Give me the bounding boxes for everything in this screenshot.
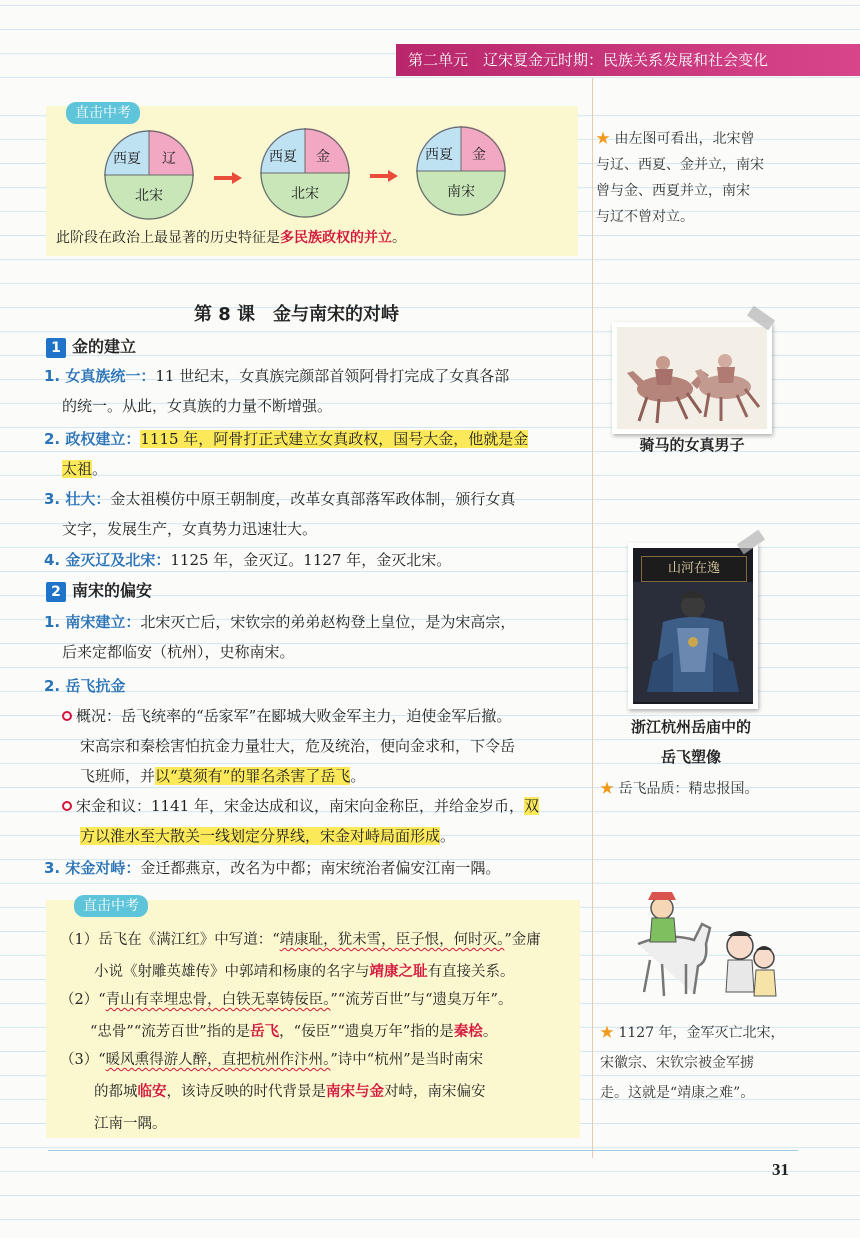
caption-line: 浙江杭州岳庙中的 [630,718,751,736]
q-text: ”金庸 [504,932,541,948]
conclusion-key: 多民族政权的并立 [280,230,392,246]
item-text: 概况：岳飞统率的“岳家军”在郾城大败金军主力，迫使金军后撤。 [76,707,512,725]
item-text: 宋金和议：1141 年，宋金达成和议，南宋向金称臣，并给金岁币， [76,797,524,815]
item-text: 。 [92,460,108,478]
yuefei-overview [62,704,515,788]
section-title: 南宋的偏安 [72,581,153,600]
bullet-icon [62,801,72,811]
item-label: 3. 宋金对峙： [44,859,141,877]
diagram-label: 南宋 [447,184,475,200]
item-text: 。 [350,767,366,785]
note-line: 曾与金、西夏并立，南宋 [596,183,750,199]
item-label: 2. 政权建立： [44,430,141,448]
note-line: 与辽、西夏、金并立，南宋 [596,157,764,173]
side-note-yuefei-quality [600,776,758,802]
item-label: 1. 南宋建立： [44,613,141,631]
item-text: 飞班师，并 [80,767,156,785]
q-text: “忠骨”“流芳百世”指的是 [90,1024,251,1040]
note-line: 与辽不曾对立。 [596,209,694,225]
diagram-label: 辽 [162,151,176,167]
q-text: 的都城 [94,1084,138,1100]
item-text: 北宋灭亡后，宋钦宗的弟弟赵构登上皇位，是为宋高宗， [140,613,516,631]
item-label: 2. 岳飞抗金 [44,677,126,695]
q-quote: 靖康耻，犹未雪，臣子恨，何时灭。 [279,932,505,948]
section-title: 金的建立 [72,337,137,356]
caption-line: 岳飞塑像 [660,748,721,766]
item-text: 。 [440,827,456,845]
q-text: （3）“ [60,1052,106,1068]
q-answer: 秦桧 [453,1023,483,1040]
note-line: 由左图可看出，北宋曾 [614,131,755,147]
diagram-label: 北宋 [291,186,319,202]
diagram-label: 西夏 [113,151,141,167]
exam-badge: 直击中考 [74,895,148,917]
photo-jurchen-riders [612,322,772,434]
q-answer: 临安 [137,1083,167,1100]
item-text-highlight: 方以淮水至大散关一线划定分界线，宋金对峙局面形成 [80,827,441,845]
bullet-icon [62,711,72,721]
margin-line [592,78,593,1158]
item-label: 4. 金灭辽及北宋： [44,551,171,569]
q-answer: 南宋与金 [326,1083,384,1100]
item-text-highlight: 以“莫须有”的罪名杀害了岳飞 [155,767,351,785]
item-text: 的统一。从此，女真族的力量不断增强。 [62,397,333,415]
page-number: 31 [772,1160,789,1179]
q-quote: 暖风熏得游人醉，直把杭州作汴州。 [105,1052,331,1068]
caption-statue [606,712,776,772]
q-text: ”诗中“杭州”是当时南宋 [330,1052,484,1068]
diagram-label: 金 [316,149,330,165]
side-note-jingkang [600,1018,785,1108]
unit-banner: 第二单元 辽宋夏金元时期：民族关系发展和社会变化 [396,44,860,76]
section-number: 2 [46,582,66,602]
item-text: 后来定都临安（杭州），史称南宋。 [62,643,295,661]
star-icon: ★ [600,1025,614,1041]
q-text: 。 [482,1024,498,1040]
arrow-icon [370,170,398,182]
q-answer: 靖康之耻 [369,963,428,980]
cartoon-jingkang [628,884,780,1008]
section-heading-southern-song [46,578,152,602]
diagram-label: 金 [472,147,486,163]
note-line: 1127 年，金军灭亡北宋， [618,1025,785,1041]
arrow-icon [214,172,242,184]
q-text: ，该诗反映的时代背景是 [166,1084,326,1100]
item-southern-song-founding [44,610,515,664]
item-text-highlight: 太祖 [62,460,93,478]
statue-illustration [633,582,753,702]
plaque: 山河在逸 [641,556,747,582]
item-song-jin-standoff [44,856,500,880]
item-text: 文字，发展生产，女真势力迅速壮大。 [62,520,318,538]
item-text-highlight: 1115 年，阿骨打正式建立女真政权，国号大金，他就是金 [140,430,529,448]
riders-illustration [617,327,767,429]
side-note-coexistence [596,126,764,230]
song-jin-treaty [62,794,539,848]
q-text: （1）岳飞在《满江红》中写道：“ [60,932,280,948]
diagram-label: 北宋 [135,188,163,204]
exam-q1 [60,928,541,984]
q-text: 江南一隅。 [94,1116,167,1132]
q-text: （2）“ [60,992,106,1008]
exam-badge: 直击中考 [66,102,140,124]
exam-q3 [60,1048,486,1136]
item-text: 金太祖模仿中原王朝制度，改革女真部落军政体制，颁行女真 [110,490,516,508]
diagram-jin-xixia-beisong [260,128,350,218]
footer-rule [48,1150,798,1151]
photo-yuefei-statue [628,543,758,709]
q-text: 小说《射雕英雄传》中郭靖和杨康的名字与 [94,964,370,980]
q-text: 对峙，南宋偏安 [384,1084,486,1100]
item-text: 1125 年，金灭辽。1127 年，金灭北宋。 [170,551,452,569]
q-text: ，“佞臣”“遗臭万年”指的是 [279,1024,454,1040]
caption-riders: 骑马的女真男子 [639,436,745,454]
item-label: 3. 壮大： [44,490,111,508]
item-regime-founding [44,427,528,481]
item-text: 金迁都燕京，改名为中都；南宋统治者偏安江南一隅。 [140,859,501,877]
q-text: ”“流芳百世”与“遗臭万年”。 [330,992,513,1008]
item-label: 1. 女真族统一： [44,367,156,385]
q-answer: 岳飞 [250,1023,280,1040]
item-yuefei-label [44,674,125,698]
conclusion-end: 。 [392,230,406,246]
note-line: 走。这就是“靖康之难”。 [600,1085,755,1101]
political-conclusion [56,226,406,250]
exam-q2 [60,988,512,1044]
section-number: 1 [46,338,66,358]
star-icon: ★ [600,781,614,797]
note-line: 宋徽宗、宋钦宗被金军掳 [600,1055,754,1071]
diagram-liao-xixia-beisong [104,130,194,220]
q-quote: 青山有幸埋忠骨，白铁无辜铸佞臣。 [105,992,331,1008]
item-jurchen-unification [44,364,509,418]
star-icon: ★ [596,131,610,147]
conclusion-text: 此阶段在政治上最显著的历史特征是 [56,230,280,246]
q-text: 有直接关系。 [427,964,515,980]
item-jin-conquest [44,548,451,572]
diagram-label: 西夏 [269,149,297,165]
item-text: 宋高宗和秦桧害怕抗金力量壮大，危及统治，便向金求和，下令岳 [80,737,516,755]
section-heading-jin [46,334,136,358]
lesson-title: 第 8 课 金与南宋的对峙 [194,304,400,325]
diagram-jin-xixia-nansong [416,126,506,216]
item-growth [44,487,515,541]
note-line: 岳飞品质：精忠报国。 [618,781,759,797]
diagram-label: 西夏 [425,147,453,163]
item-text-highlight: 双 [523,797,539,815]
item-text: 11 世纪末，女真族完颜部首领阿骨打完成了女真各部 [155,367,510,385]
